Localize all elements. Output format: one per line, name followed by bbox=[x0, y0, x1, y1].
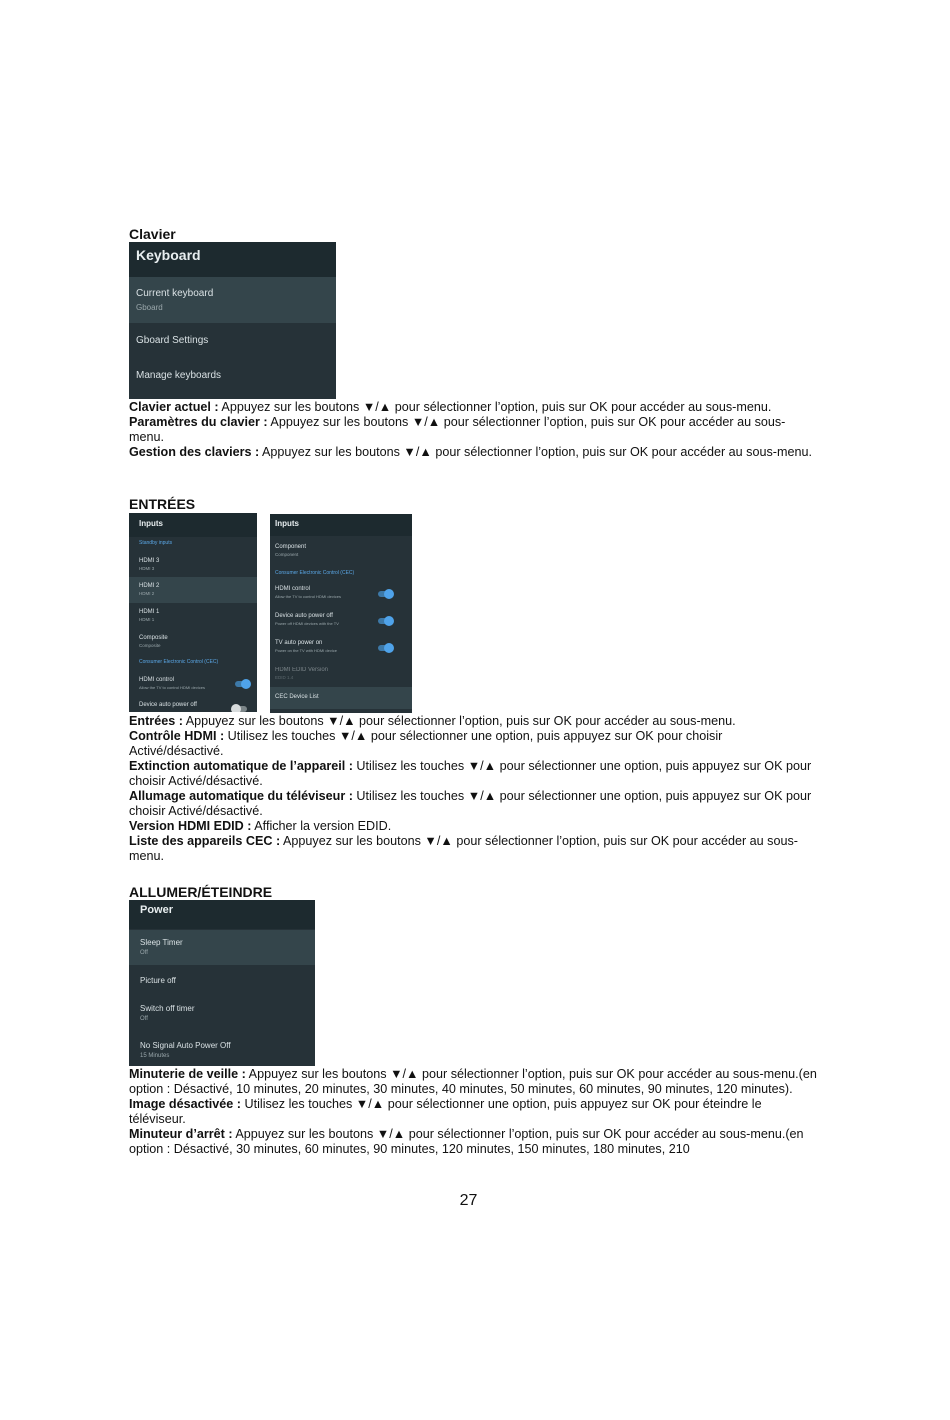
desc-cec-list: Liste des appareils CEC : Appuyez sur les boutons ▼/▲ pour sélectionner l’option, puis sur OK pour accéder au sous-menu. bbox=[129, 834, 798, 863]
keyboard-item-manage: Manage keyboards bbox=[136, 370, 222, 381]
inputs2-item-tv-auto-power-on: TV auto power on Power on the TV with HDMI device bbox=[270, 636, 412, 660]
desc-hdmi-control: Contrôle HDMI : Utilisez les touches ▼/▲ pour sélectionner une option, puis appuyez sur OK pour choisir Activé/désactivé. bbox=[129, 729, 723, 758]
toggle-on-icon bbox=[235, 681, 249, 687]
inputs-description bbox=[129, 714, 819, 864]
inputs1-item-hdmi-control: HDMI control Allow the TV to control HDMI devices bbox=[129, 673, 257, 695]
desc-current-keyboard: Clavier actuel : Appuyez sur les boutons ▼/▲ pour sélectionner l’option, puis sur OK pour accéder au sous-menu. bbox=[129, 400, 772, 414]
keyboard-item-current: Current keyboard Gboard bbox=[129, 277, 336, 323]
power-description bbox=[129, 1067, 819, 1157]
desc-keyboard-settings: Paramètres du clavier : Appuyez sur les boutons ▼/▲ pour sélectionner l’option, puis sur OK pour accéder au sous-menu. bbox=[129, 415, 786, 444]
page-number: 27 bbox=[459, 1192, 478, 1209]
inputs1-item-composite: Composite Composite bbox=[139, 635, 168, 648]
keyboard-description bbox=[129, 400, 819, 460]
inputs-screenshot-1: Inputs Standby inputs HDMI 3 HDMI 3 HDMI 2 HDMI 2 HDMI 1 HDMI 1 Composite Composite Consumer Electronic Control (CEC) HDMI control Allow the TV to control HDMI devices Device auto power off bbox=[129, 513, 257, 712]
desc-switch-off-timer: Minuteur d’arrêt : Appuyez sur les boutons ▼/▲ pour sélectionner l’option, puis sur OK pour accéder au sous-menu.(en option : Désactivé, 30 minutes, 60 minutes, 90 minutes, 120 minutes, 150 minutes, 180 minutes, 210 bbox=[129, 1127, 804, 1156]
inputs2-item-edid: HDMI EDID Version EDID 1.4 bbox=[275, 667, 329, 680]
inputs2-item-cec-list: CEC Device List bbox=[270, 687, 412, 709]
power-item-sleep-timer: Sleep Timer Off bbox=[129, 930, 315, 965]
toggle-off-icon bbox=[233, 706, 247, 712]
section-heading-keyboard: Clavier bbox=[129, 226, 176, 242]
desc-tv-auto-on: Allumage automatique du téléviseur : Utilisez les touches ▼/▲ pour sélectionner une option, puis appuyez sur OK pour choisir Activé/désactivé. bbox=[129, 789, 812, 818]
power-item-switch-off-timer: Switch off timer Off bbox=[140, 1004, 195, 1022]
section-heading-power: ALLUMER/ÉTEINDRE bbox=[129, 884, 273, 900]
desc-inputs: Entrées : Appuyez sur les boutons ▼/▲ pour sélectionner l’option, puis sur OK pour accéder au sous-menu. bbox=[129, 714, 736, 728]
toggle-on-icon bbox=[378, 591, 392, 597]
keyboard-screen-title: Keyboard bbox=[136, 247, 201, 263]
desc-device-auto-off: Extinction automatique de l’appareil : Utilisez les touches ▼/▲ pour sélectionner une option, puis appuyez sur OK pour choisir Activé/désactivé. bbox=[129, 759, 812, 788]
inputs2-item-auto-power-off: Device auto power off Power off HDMI devices with the TV bbox=[270, 609, 412, 633]
inputs1-item-hdmi3: HDMI 3 HDMI 3 bbox=[139, 558, 160, 571]
power-item-picture-off: Picture off bbox=[140, 976, 176, 985]
power-screenshot: Power Sleep Timer Off Picture off Switch off timer Off No Signal Auto Power Off 15 Minutes bbox=[129, 900, 315, 1066]
toggle-on-icon bbox=[378, 618, 392, 624]
inputs1-item-hdmi1: HDMI 1 HDMI 1 bbox=[139, 609, 160, 622]
inputs1-item-hdmi2: HDMI 2 HDMI 2 bbox=[129, 577, 257, 603]
power-item-no-signal: No Signal Auto Power Off 15 Minutes bbox=[140, 1041, 231, 1059]
desc-manage-keyboards: Gestion des claviers : Appuyez sur les boutons ▼/▲ pour sélectionner l’option, puis sur OK pour accéder au sous-menu. bbox=[129, 445, 812, 459]
inputs2-item-component: Component Component bbox=[275, 544, 307, 557]
keyboard-item-gboard-settings: Gboard Settings bbox=[136, 335, 209, 346]
desc-hdmi-edid: Version HDMI EDID : Afficher la version EDID. bbox=[129, 819, 392, 833]
toggle-on-icon bbox=[378, 645, 392, 651]
keyboard-screenshot bbox=[129, 242, 336, 399]
inputs-screenshot-2: Inputs Component Component Consumer Electronic Control (CEC) HDMI control Allow the TV to control HDMI devices Device auto power off Power off HDMI devices with the TV TV auto power on Power on the TV with HDMI device HDMI EDID Version EDID 1.4 CEC Device List bbox=[270, 514, 412, 713]
inputs2-item-hdmi-control: HDMI control Allow the TV to control HDMI devices bbox=[270, 582, 412, 606]
section-heading-inputs: ENTRÉES bbox=[129, 496, 196, 512]
inputs1-item-auto-off: Device auto power off bbox=[129, 698, 257, 712]
desc-sleep-timer: Minuterie de veille : Appuyez sur les boutons ▼/▲ pour sélectionner l’option, puis sur OK pour accéder au sous-menu.(en option : Désactivé, 10 minutes, 20 minutes, 30 minutes, 40 minutes, 50 minutes, 60 minutes, 90 minutes, 120 minutes). bbox=[129, 1067, 817, 1096]
desc-picture-off: Image désactivée : Utilisez les touches ▼/▲ pour sélectionner une option, puis appuyez sur OK pour éteindre le téléviseur. bbox=[129, 1097, 762, 1126]
